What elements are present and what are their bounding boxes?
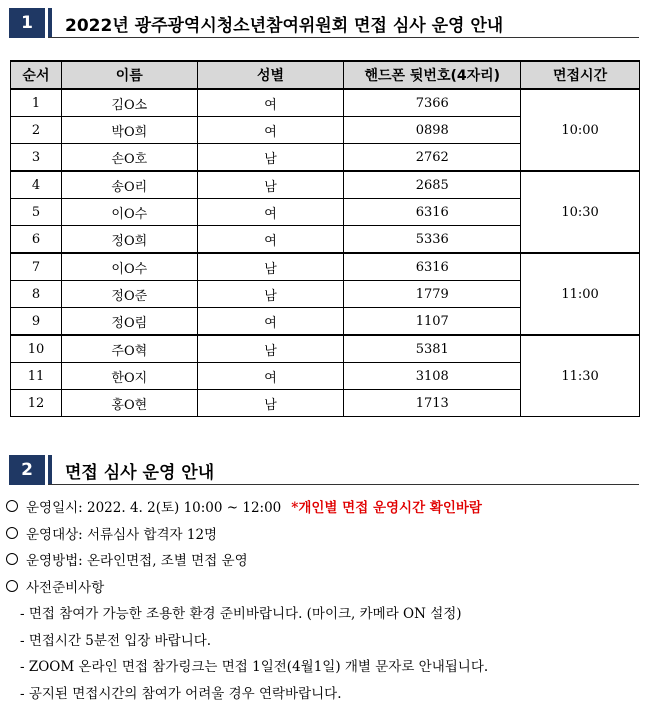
cell-gender: 여 [197,363,344,390]
cell-order: 2 [11,117,62,144]
cell-name: 정O희 [61,226,197,254]
cell-name: 박O희 [61,117,197,144]
cell-gender: 남 [197,144,344,172]
table-header-row [11,61,640,89]
cell-gender: 여 [197,226,344,254]
cell-phone: 0898 [344,117,521,144]
cell-gender: 여 [197,199,344,226]
cell-order: 12 [11,390,62,417]
cell-gender: 여 [197,117,344,144]
cell-order: 5 [11,199,62,226]
cell-order: 6 [11,226,62,254]
cell-name: 홍O현 [61,390,197,417]
section-1-title: 2022년 광주광역시청소년참여위원회 면접 심사 운영 안내 [65,16,504,36]
cell-order: 7 [11,253,62,281]
cell-phone: 6316 [344,199,521,226]
cell-gender: 남 [197,281,344,308]
cell-order: 10 [11,335,62,363]
section-2-underline [48,484,639,485]
method-text: 운영방법: 온라인면접, 조별 면접 운영 [26,553,248,570]
cell-order: 8 [11,281,62,308]
cell-phone: 1713 [344,390,521,417]
cell-phone: 1779 [344,281,521,308]
operation-info-list [6,493,488,705]
section-2-heading [9,455,639,485]
section-1-accent-bar [48,8,52,38]
cell-interview-time: 11:00 [521,253,640,335]
cell-interview-time: 10:00 [521,89,640,171]
cell-name: 한O지 [61,363,197,390]
info-prep-title [6,573,488,600]
cell-phone: 1107 [344,308,521,336]
prep-item: - 면접 참여가 가능한 조용한 환경 준비바랍니다. (마이크, 카메라 ON 설정) [20,606,462,623]
table-row [11,253,640,281]
cell-gender: 여 [197,308,344,336]
cell-phone: 3108 [344,363,521,390]
prep-item: - 면접시간 5분전 입장 바랍니다. [20,632,212,649]
cell-gender: 남 [197,171,344,199]
section-2-accent-bar [48,455,52,485]
cell-name: 정O준 [61,281,197,308]
header-gender: 성별 [197,61,344,89]
section-1-heading [9,8,639,38]
cell-phone: 5381 [344,335,521,363]
cell-order: 1 [11,89,62,117]
cell-order: 9 [11,308,62,336]
cell-name: 손O호 [61,144,197,172]
table-body [11,89,640,417]
cell-name: 송O리 [61,171,197,199]
header-name: 이름 [61,61,197,89]
prep-item: - 공지된 면접시간의 참여가 어려울 경우 연락바랍니다. [20,685,342,702]
table-row [11,171,640,199]
cell-name: 정O림 [61,308,197,336]
cell-name: 이O수 [61,253,197,281]
cell-phone: 6316 [344,253,521,281]
table-row [11,335,640,363]
circle-bullet-icon [6,500,18,512]
prep-item: - ZOOM 온라인 면접 참가링크는 면접 1일전(4월1일) 개별 문자로 안내됩니다. [20,659,489,676]
section-1-number: 1 [9,8,45,38]
header-order: 순서 [11,61,62,89]
cell-name: 이O수 [61,199,197,226]
info-schedule [6,493,488,520]
cell-order: 11 [11,363,62,390]
cell-order: 3 [11,144,62,172]
cell-phone: 5336 [344,226,521,254]
schedule-text: 운영일시: 2022. 4. 2(토) 10:00 ~ 12:00 [26,500,282,517]
cell-interview-time: 11:30 [521,335,640,417]
section-2-title: 면접 심사 운영 안내 [65,463,215,483]
prep-title-text: 사전준비사항 [26,579,105,596]
table-row [11,89,640,117]
cell-gender: 여 [197,89,344,117]
circle-bullet-icon [6,580,18,592]
cell-gender: 남 [197,390,344,417]
section-2-number: 2 [9,455,45,485]
cell-phone: 2685 [344,171,521,199]
section-1-underline [48,37,639,38]
cell-interview-time: 10:30 [521,171,640,253]
cell-order: 4 [11,171,62,199]
cell-phone: 7366 [344,89,521,117]
schedule-note: *개인별 면접 운영시간 확인바람 [291,500,482,517]
cell-phone: 2762 [344,144,521,172]
cell-gender: 남 [197,253,344,281]
cell-gender: 남 [197,335,344,363]
cell-name: 주O혁 [61,335,197,363]
header-time: 면접시간 [521,61,640,89]
target-text: 운영대상: 서류심사 합격자 12명 [26,526,218,543]
circle-bullet-icon [6,553,18,565]
cell-name: 김O소 [61,89,197,117]
info-method [6,546,488,573]
interview-schedule-table [10,60,640,417]
circle-bullet-icon [6,527,18,539]
info-target [6,520,488,547]
header-phone: 핸드폰 뒷번호(4자리) [344,61,521,89]
